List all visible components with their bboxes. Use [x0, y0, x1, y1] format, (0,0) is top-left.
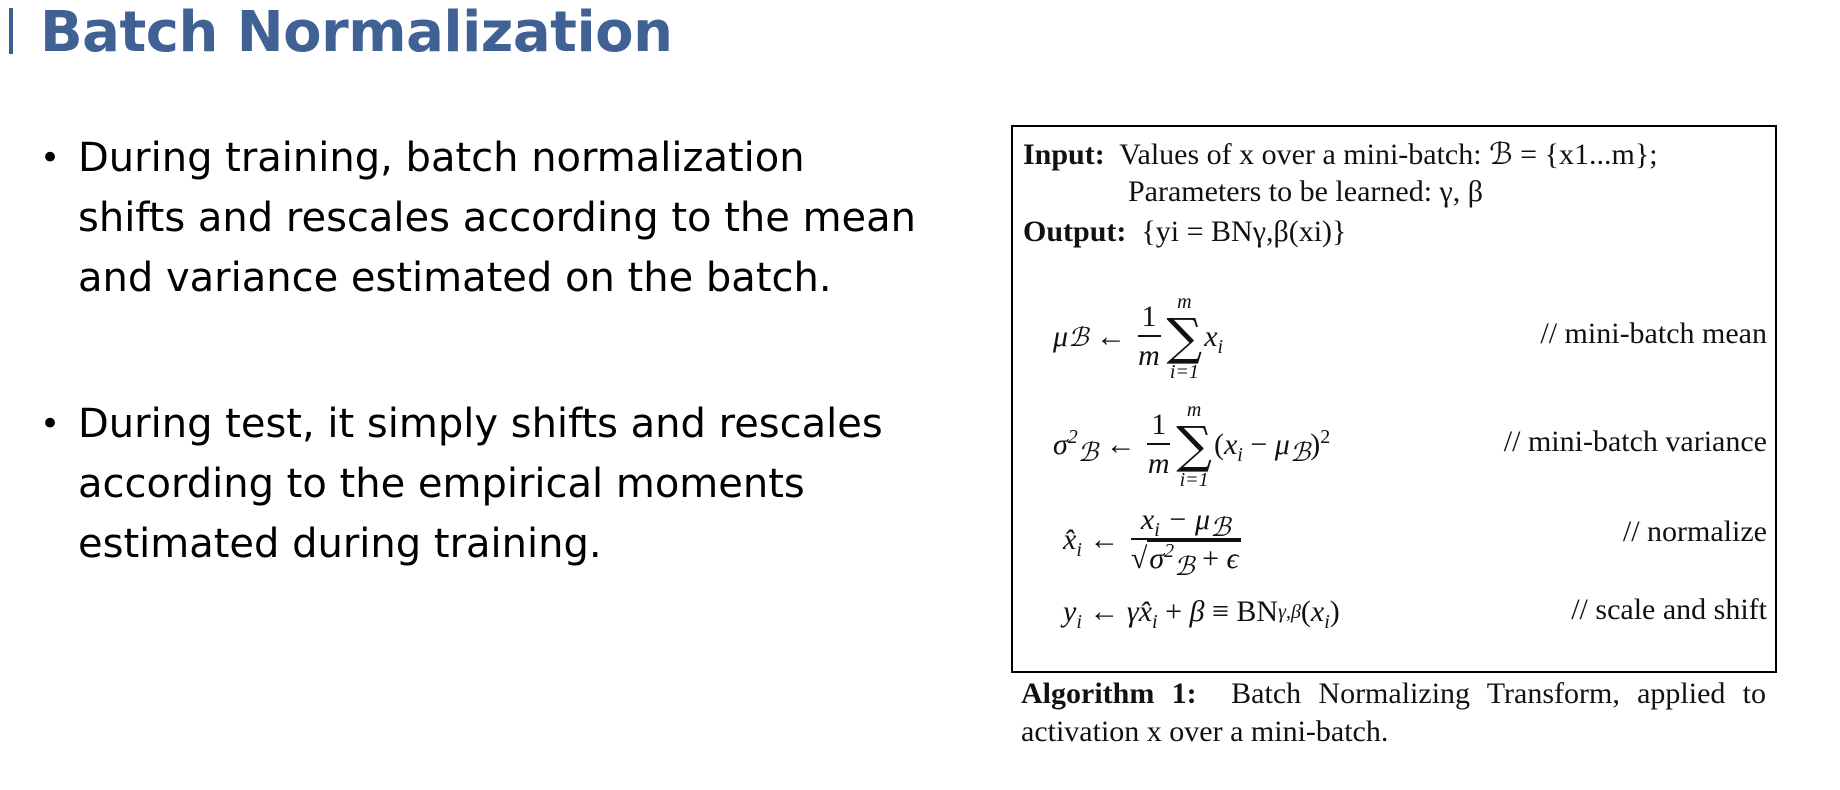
params-text: Parameters to be learned: γ, β	[1128, 175, 1484, 208]
step-normalize-comment: // normalize	[1622, 515, 1767, 548]
step-mean-comment: // mini-batch mean	[1540, 317, 1767, 350]
bullet-text: During training, batch normalization shifts and rescales according to the mean and variance estimated on the batch.	[78, 135, 917, 301]
algorithm-box	[1011, 125, 1777, 673]
bullet-item-training	[40, 128, 920, 308]
bullet-item-test	[40, 394, 920, 574]
caption-label: Algorithm 1:	[1021, 677, 1197, 710]
algorithm-input-row	[1023, 137, 1658, 172]
bullet-dot-icon: •	[40, 138, 61, 178]
page-title: Batch Normalization	[40, 0, 673, 65]
bullet-list	[40, 128, 920, 574]
step-mean-formula: μℬ ← $\frac{1}{m}$ m ∑ i=1 $x_i$	[1053, 291, 1224, 383]
step-variance-formula: $\sigma^2_ℬ$ ← $\frac{1}{m}$ m ∑ i=1 $(x_i - \mu_ℬ)^2$	[1053, 399, 1331, 491]
step-variance-comment: // mini-batch variance	[1503, 425, 1767, 458]
input-label: Input:	[1023, 138, 1105, 171]
bullet-dot-icon: •	[40, 404, 61, 444]
algorithm-caption	[1021, 675, 1766, 751]
step-scale-comment: // scale and shift	[1571, 593, 1767, 626]
output-label: Output:	[1023, 215, 1127, 248]
title-accent-bar	[9, 8, 13, 54]
step-scale-formula: $y_i$ ← $\gamma x̂_i$ + β ≡ BN γ,β ( $x_i$ )	[1063, 595, 1340, 633]
output-text: {yi = BNγ,β(xi)}	[1141, 215, 1347, 248]
algorithm-output-row	[1023, 215, 1346, 249]
algorithm-params-row	[1128, 175, 1483, 209]
bullet-text: During test, it simply shifts and rescales according to the empirical moments estimated during training.	[78, 401, 883, 567]
caption-text: Batch Normalizing Transform, applied to activation x over a mini-batch.	[1021, 677, 1767, 748]
input-text: Values of x over a mini-batch: ℬ = {x1...m};	[1119, 138, 1658, 171]
step-normalize-formula: $x̂_i$ ← $\frac{x_i - \mu_ℬ}{√\sigma^2_ℬ + \epsilon}$	[1063, 503, 1239, 582]
